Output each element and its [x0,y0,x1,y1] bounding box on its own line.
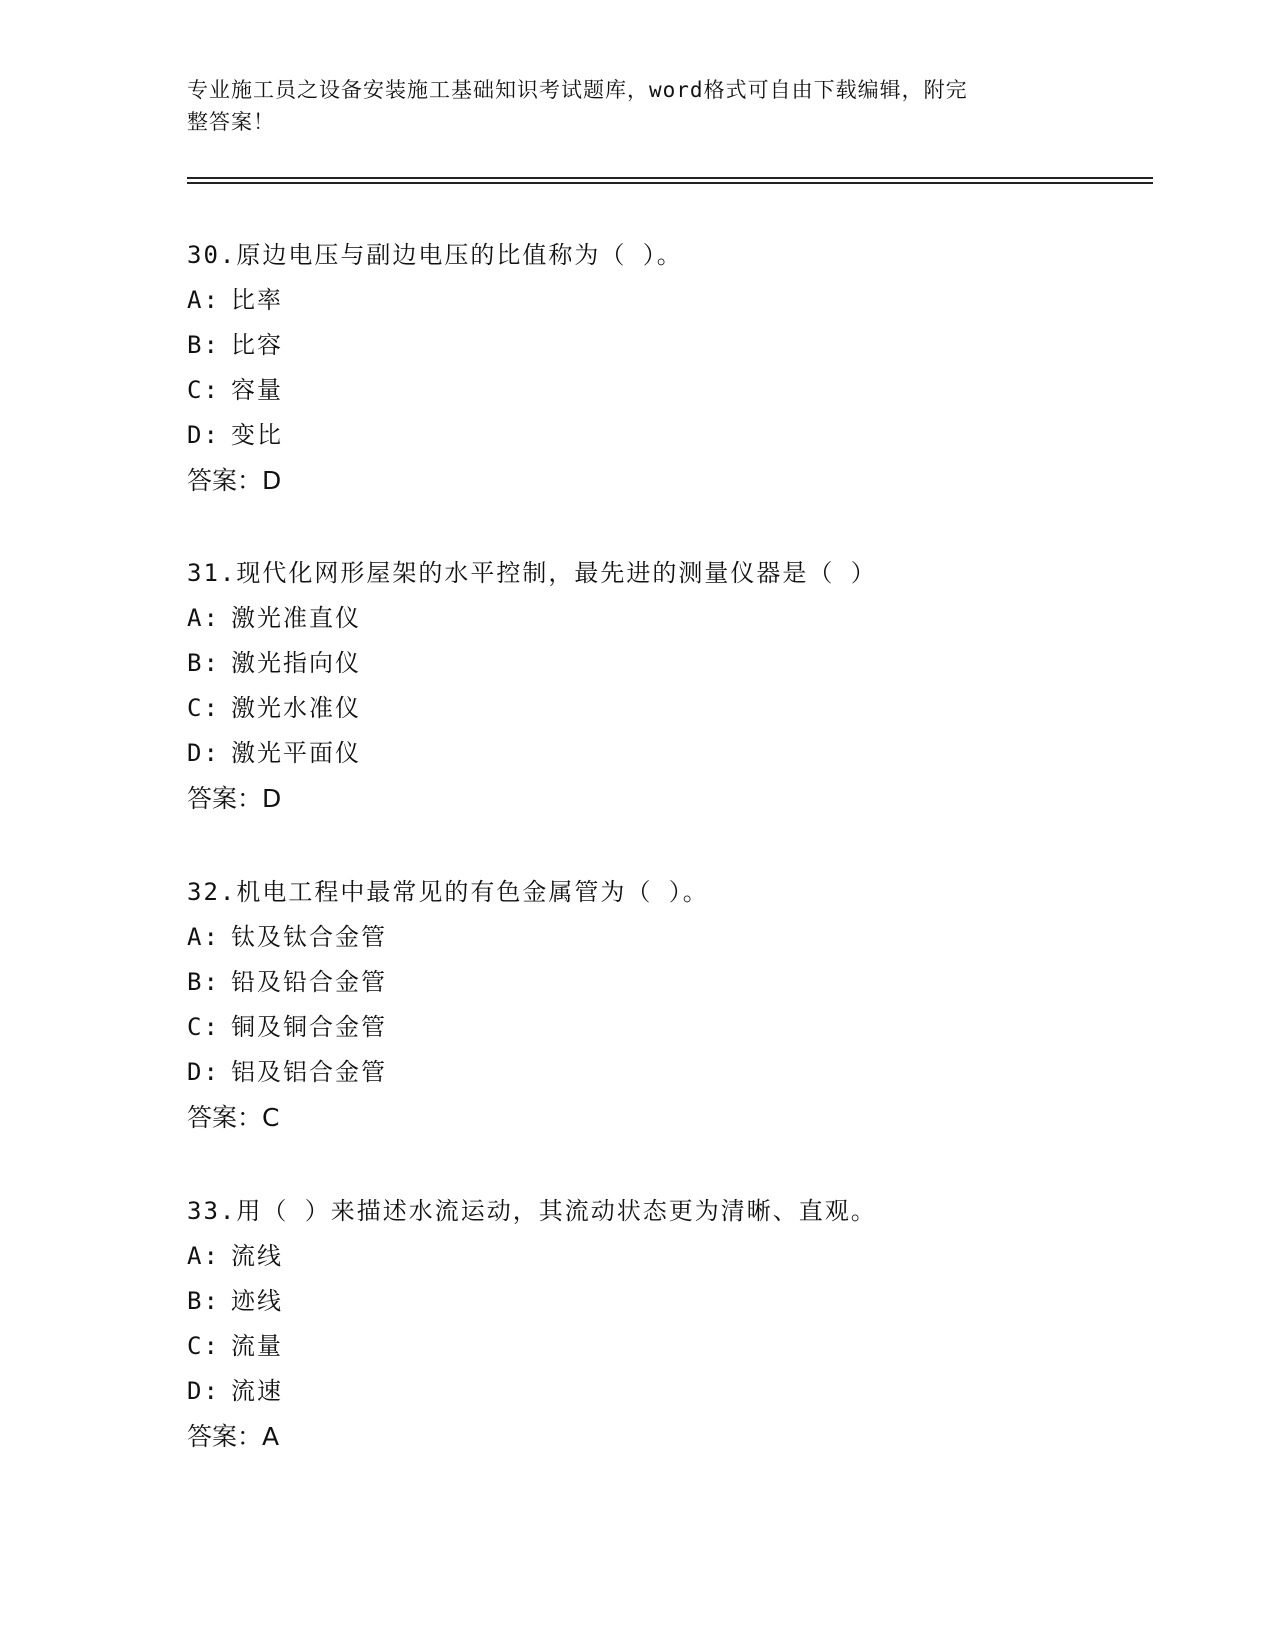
question-title: 32.机电工程中最常见的有色金属管为（ ）。 [187,878,709,906]
header-divider-bottom [187,182,1153,184]
option-text: 流量 [231,1332,283,1360]
option-b [187,1279,1147,1324]
option-letter: D: [187,1058,220,1086]
option-a [187,915,1147,960]
option-c [187,686,1147,731]
answer-line: 答案：C [187,1103,280,1132]
question-33 [187,1188,1147,1460]
option-c [187,1324,1147,1369]
option-letter: C: [187,1013,220,1041]
option-letter: B: [187,968,220,996]
option-letter: D: [187,1377,220,1405]
option-text: 变比 [231,421,283,449]
header-divider-top [187,177,1153,179]
answer-line: 答案：D [187,466,282,495]
header-line-2: 整答案！ [187,110,275,134]
option-text: 迹线 [231,1287,283,1315]
option-d [187,731,1147,776]
option-text: 铝及铝合金管 [231,1058,387,1086]
option-b [187,323,1147,368]
option-text: 铅及铅合金管 [231,968,387,996]
option-a [187,596,1147,641]
option-letter: A: [187,604,220,632]
question-32 [187,869,1147,1141]
option-letter: C: [187,694,220,722]
option-letter: D: [187,421,220,449]
option-b [187,641,1147,686]
option-a [187,278,1147,323]
option-text: 激光准直仪 [231,604,361,632]
question-title: 33.用（ ）来描述水流运动，其流动状态更为清晰、直观。 [187,1197,877,1225]
document-header [187,74,1067,138]
question-31 [187,550,1147,822]
option-text: 比容 [231,331,283,359]
option-c [187,368,1147,413]
option-text: 流速 [231,1377,283,1405]
question-30 [187,232,1147,504]
option-letter: B: [187,649,220,677]
question-title: 30.原边电压与副边电压的比值称为（ ）。 [187,241,683,269]
option-text: 比率 [231,286,283,314]
option-letter: A: [187,286,220,314]
answer-line: 答案：A [187,1422,280,1451]
option-letter: C: [187,1332,220,1360]
option-text: 激光平面仪 [231,739,361,767]
option-d [187,1369,1147,1414]
option-text: 流线 [231,1242,283,1270]
option-letter: D: [187,739,220,767]
option-letter: A: [187,1242,220,1270]
header-line-1: 专业施工员之设备安装施工基础知识考试题库，word格式可自由下载编辑，附完 [187,78,968,102]
option-d [187,413,1147,458]
option-d [187,1050,1147,1095]
option-letter: B: [187,331,220,359]
option-letter: A: [187,923,220,951]
option-text: 激光水准仪 [231,694,361,722]
option-text: 激光指向仪 [231,649,361,677]
option-letter: C: [187,376,220,404]
option-c [187,1005,1147,1050]
option-text: 铜及铜合金管 [231,1013,387,1041]
option-a [187,1234,1147,1279]
answer-line: 答案：D [187,784,282,813]
option-text: 钛及钛合金管 [231,923,387,951]
question-title: 31.现代化网形屋架的水平控制，最先进的测量仪器是（ ） [187,559,877,587]
option-letter: B: [187,1287,220,1315]
option-b [187,960,1147,1005]
option-text: 容量 [231,376,283,404]
